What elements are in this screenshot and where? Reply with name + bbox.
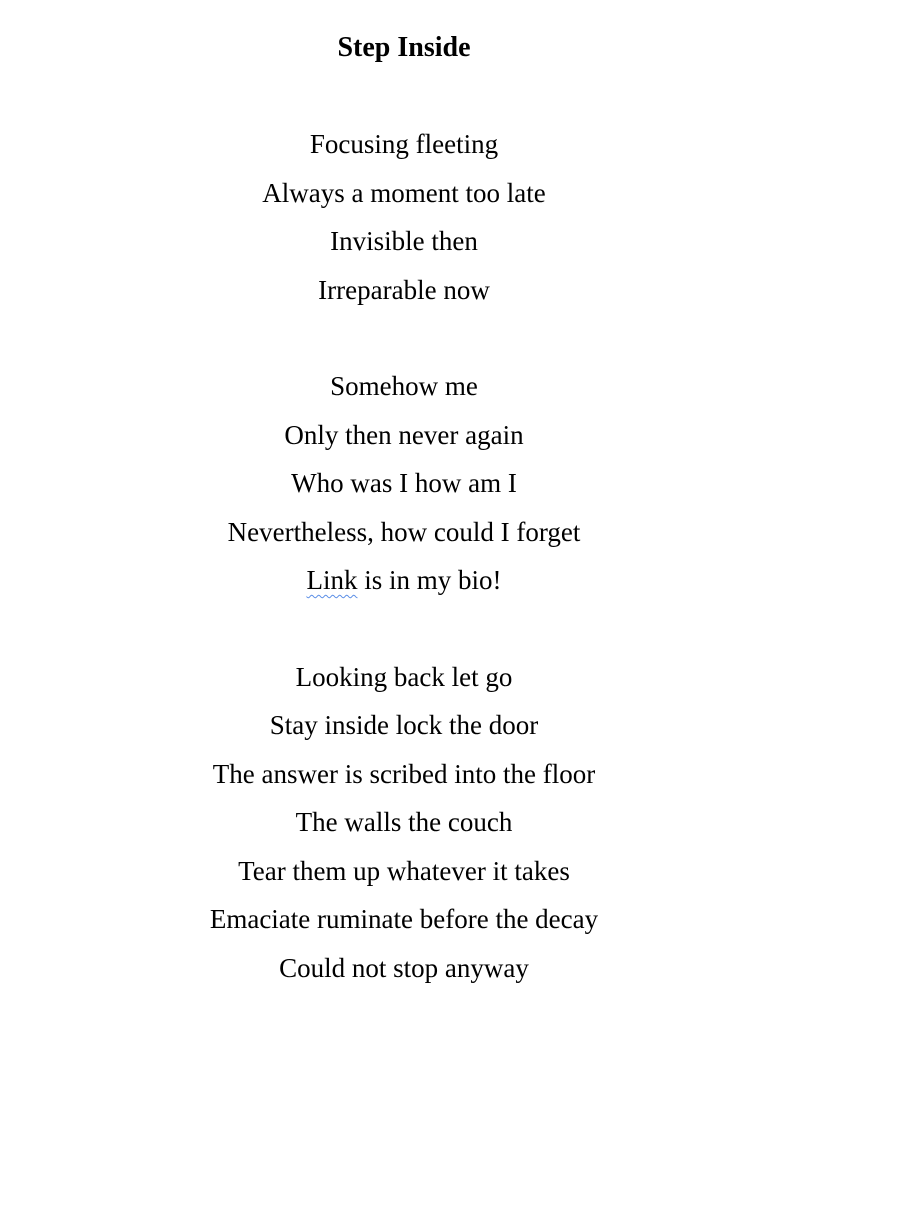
poem-line: Could not stop anyway — [279, 952, 529, 983]
stanza-gap — [0, 72, 808, 120]
poem-line: Emaciate ruminate before the decay — [209, 904, 599, 934]
stanza-gap — [0, 314, 808, 362]
poem-line: Invisible then — [330, 226, 478, 256]
poem-line-rest: is in my bio! — [357, 565, 502, 595]
poem-line: The walls the couch — [295, 807, 513, 837]
poem-line: Irreparable now — [318, 274, 490, 305]
poem-line: Only then never again — [284, 419, 524, 450]
poem-line: Stay inside lock the door — [269, 710, 539, 740]
poem-line: The answer is scribed into the floor — [212, 758, 596, 789]
poem-line: Focusing fleeting — [309, 129, 499, 159]
stanza-3 — [0, 653, 808, 993]
poem-line: Nevertheless, how could I forget — [227, 516, 581, 547]
poem-line: Somehow me — [330, 371, 478, 401]
spellcheck-flagged-word[interactable]: Link — [306, 565, 358, 595]
poem-line: Who was I how am I — [291, 468, 517, 498]
stanza-2 — [0, 362, 808, 605]
stanza-1 — [0, 120, 808, 314]
poem-title: Step Inside — [337, 32, 471, 63]
poem-line: Tear them up whatever it takes — [238, 855, 570, 886]
poem-line: Looking back let go — [295, 661, 513, 692]
poem — [0, 24, 808, 992]
poem-line-spellcheck — [0, 556, 808, 605]
poem-line: Always a moment too late — [262, 177, 546, 208]
stanza-gap — [0, 605, 808, 653]
